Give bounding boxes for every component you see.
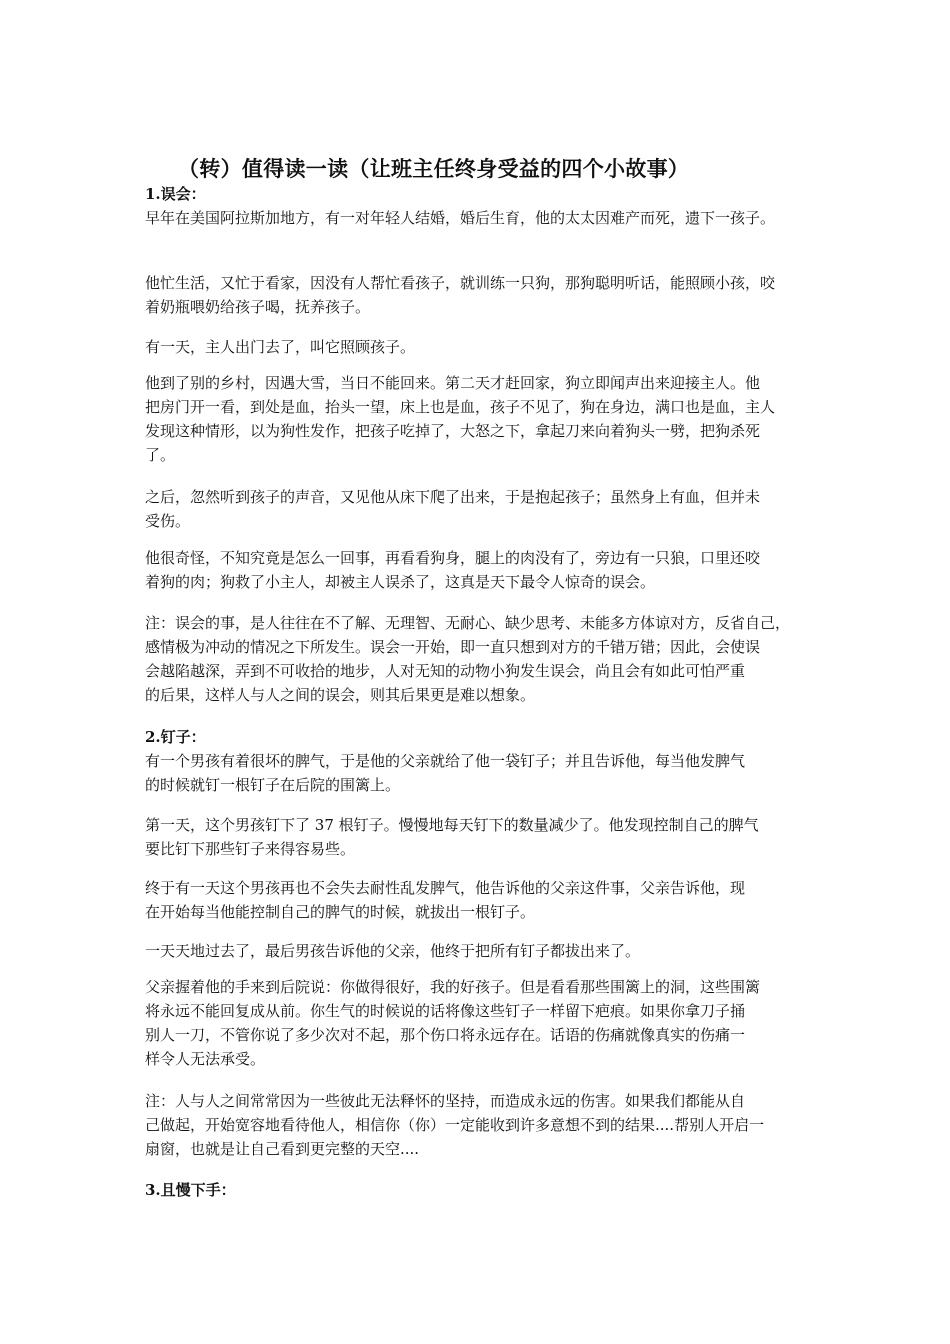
story2-paragraph-4: 一天天地过去了，最后男孩告诉他的父亲，他终于把所有钉子都拔出来了。 (145, 942, 641, 960)
story2-paragraph-2: 第一天，这个男孩钉下了 37 根钉子。慢慢地每天钉下的数量减少了。他发现控制自己的脾气 要比钉下那些钉子来得容易些。 (145, 816, 759, 858)
story2-paragraph-5: 父亲握着他的手来到后院说：你做得很好，我的好孩子。但是看看那些围篱上的洞，这些围篱 将永远不能回复成从前。你生气的时候说的话将像这些钉子一样留下疤痕。如果你拿刀子捅 别人一刀，不管你说了多少次对不起，那个伤口将永远存在。话语的伤痛就像真实的伤痛一 样令人无法承受。 (145, 978, 761, 1068)
page-title: （转）值得读一读（让班主任终身受益的四个小故事） (178, 156, 690, 181)
story2-paragraph-3: 终于有一天这个男孩再也不会失去耐性乱发脾气，他告诉他的父亲这件事，父亲告诉他，现 在开始每当他能控制自己的脾气的时候，就拔出一根钉子。 (145, 879, 746, 921)
story3-heading: 3.且慢下手： (145, 1181, 236, 1199)
story1-paragraph-1: 早年在美国阿拉斯加地方，有一对年轻人结婚，婚后生育，他的太太因难产而死，遗下一孩子。 (145, 209, 776, 227)
story1-paragraph-6: 他很奇怪，不知究竟是怎么一回事，再看看狗身，腿上的肉没有了，旁边有一只狼，口里还咬 着狗的肉；狗救了小主人，却被主人误杀了，这真是天下最令人惊奇的误会。 (145, 549, 761, 591)
story1-heading: 1.误会： (145, 185, 206, 203)
story1-paragraph-5: 之后，忽然听到孩子的声音，又见他从床下爬了出来，于是抱起孩子；虽然身上有血，但并未 受伤。 (145, 488, 761, 530)
story2-paragraph-1: 有一个男孩有着很坏的脾气，于是他的父亲就给了他一袋钉子；并且告诉他，每当他发脾气 的时候就钉一根钉子在后院的围篱上。 (145, 752, 746, 794)
story1-paragraph-2: 他忙生活，又忙于看家，因没有人帮忙看孩子，就训练一只狗，那狗聪明听话，能照顾小孩，咬 着奶瓶喂奶给孩子喝，抚养孩子。 (145, 274, 776, 316)
story1-paragraph-3: 有一天，主人出门去了，叫它照顾孩子。 (145, 338, 416, 356)
story1-note: 注：误会的事，是人往往在不了解、无理智、无耐心、缺少思考、未能多方体谅对方，反省自己， 感情极为冲动的情况之下所发生。误会一开始，即一直只想到对方的千错万错；因此，会使误 会越陷越深，弄到不可收拾的地步，人对无知的动物小狗发生误会，尚且会有如此可怕严重 的后果，这样人与人之间的误会，则其后果更是难以想象。 (145, 614, 791, 704)
story2-heading: 2.钉子： (145, 728, 206, 746)
story2-note: 注：人与人之间常常因为一些彼此无法释怀的坚持，而造成永远的伤害。如果我们都能从自 己做起，开始宽容地看待他人，相信你（你）一定能收到许多意想不到的结果....帮别人开启一 扇窗，也就是让自己看到更完整的天空.... (145, 1092, 765, 1158)
story1-paragraph-4: 他到了别的乡村，因遇大雪，当日不能回来。第二天才赶回家，狗立即闻声出来迎接主人。他 把房门开一看，到处是血，抬头一望，床上也是血，孩子不见了，狗在身边，满口也是血，主人 发现这种情形，以为狗性发作，把孩子吃掉了，大怒之下，拿起刀来向着狗头一劈，把狗杀死 了。 (145, 374, 776, 464)
